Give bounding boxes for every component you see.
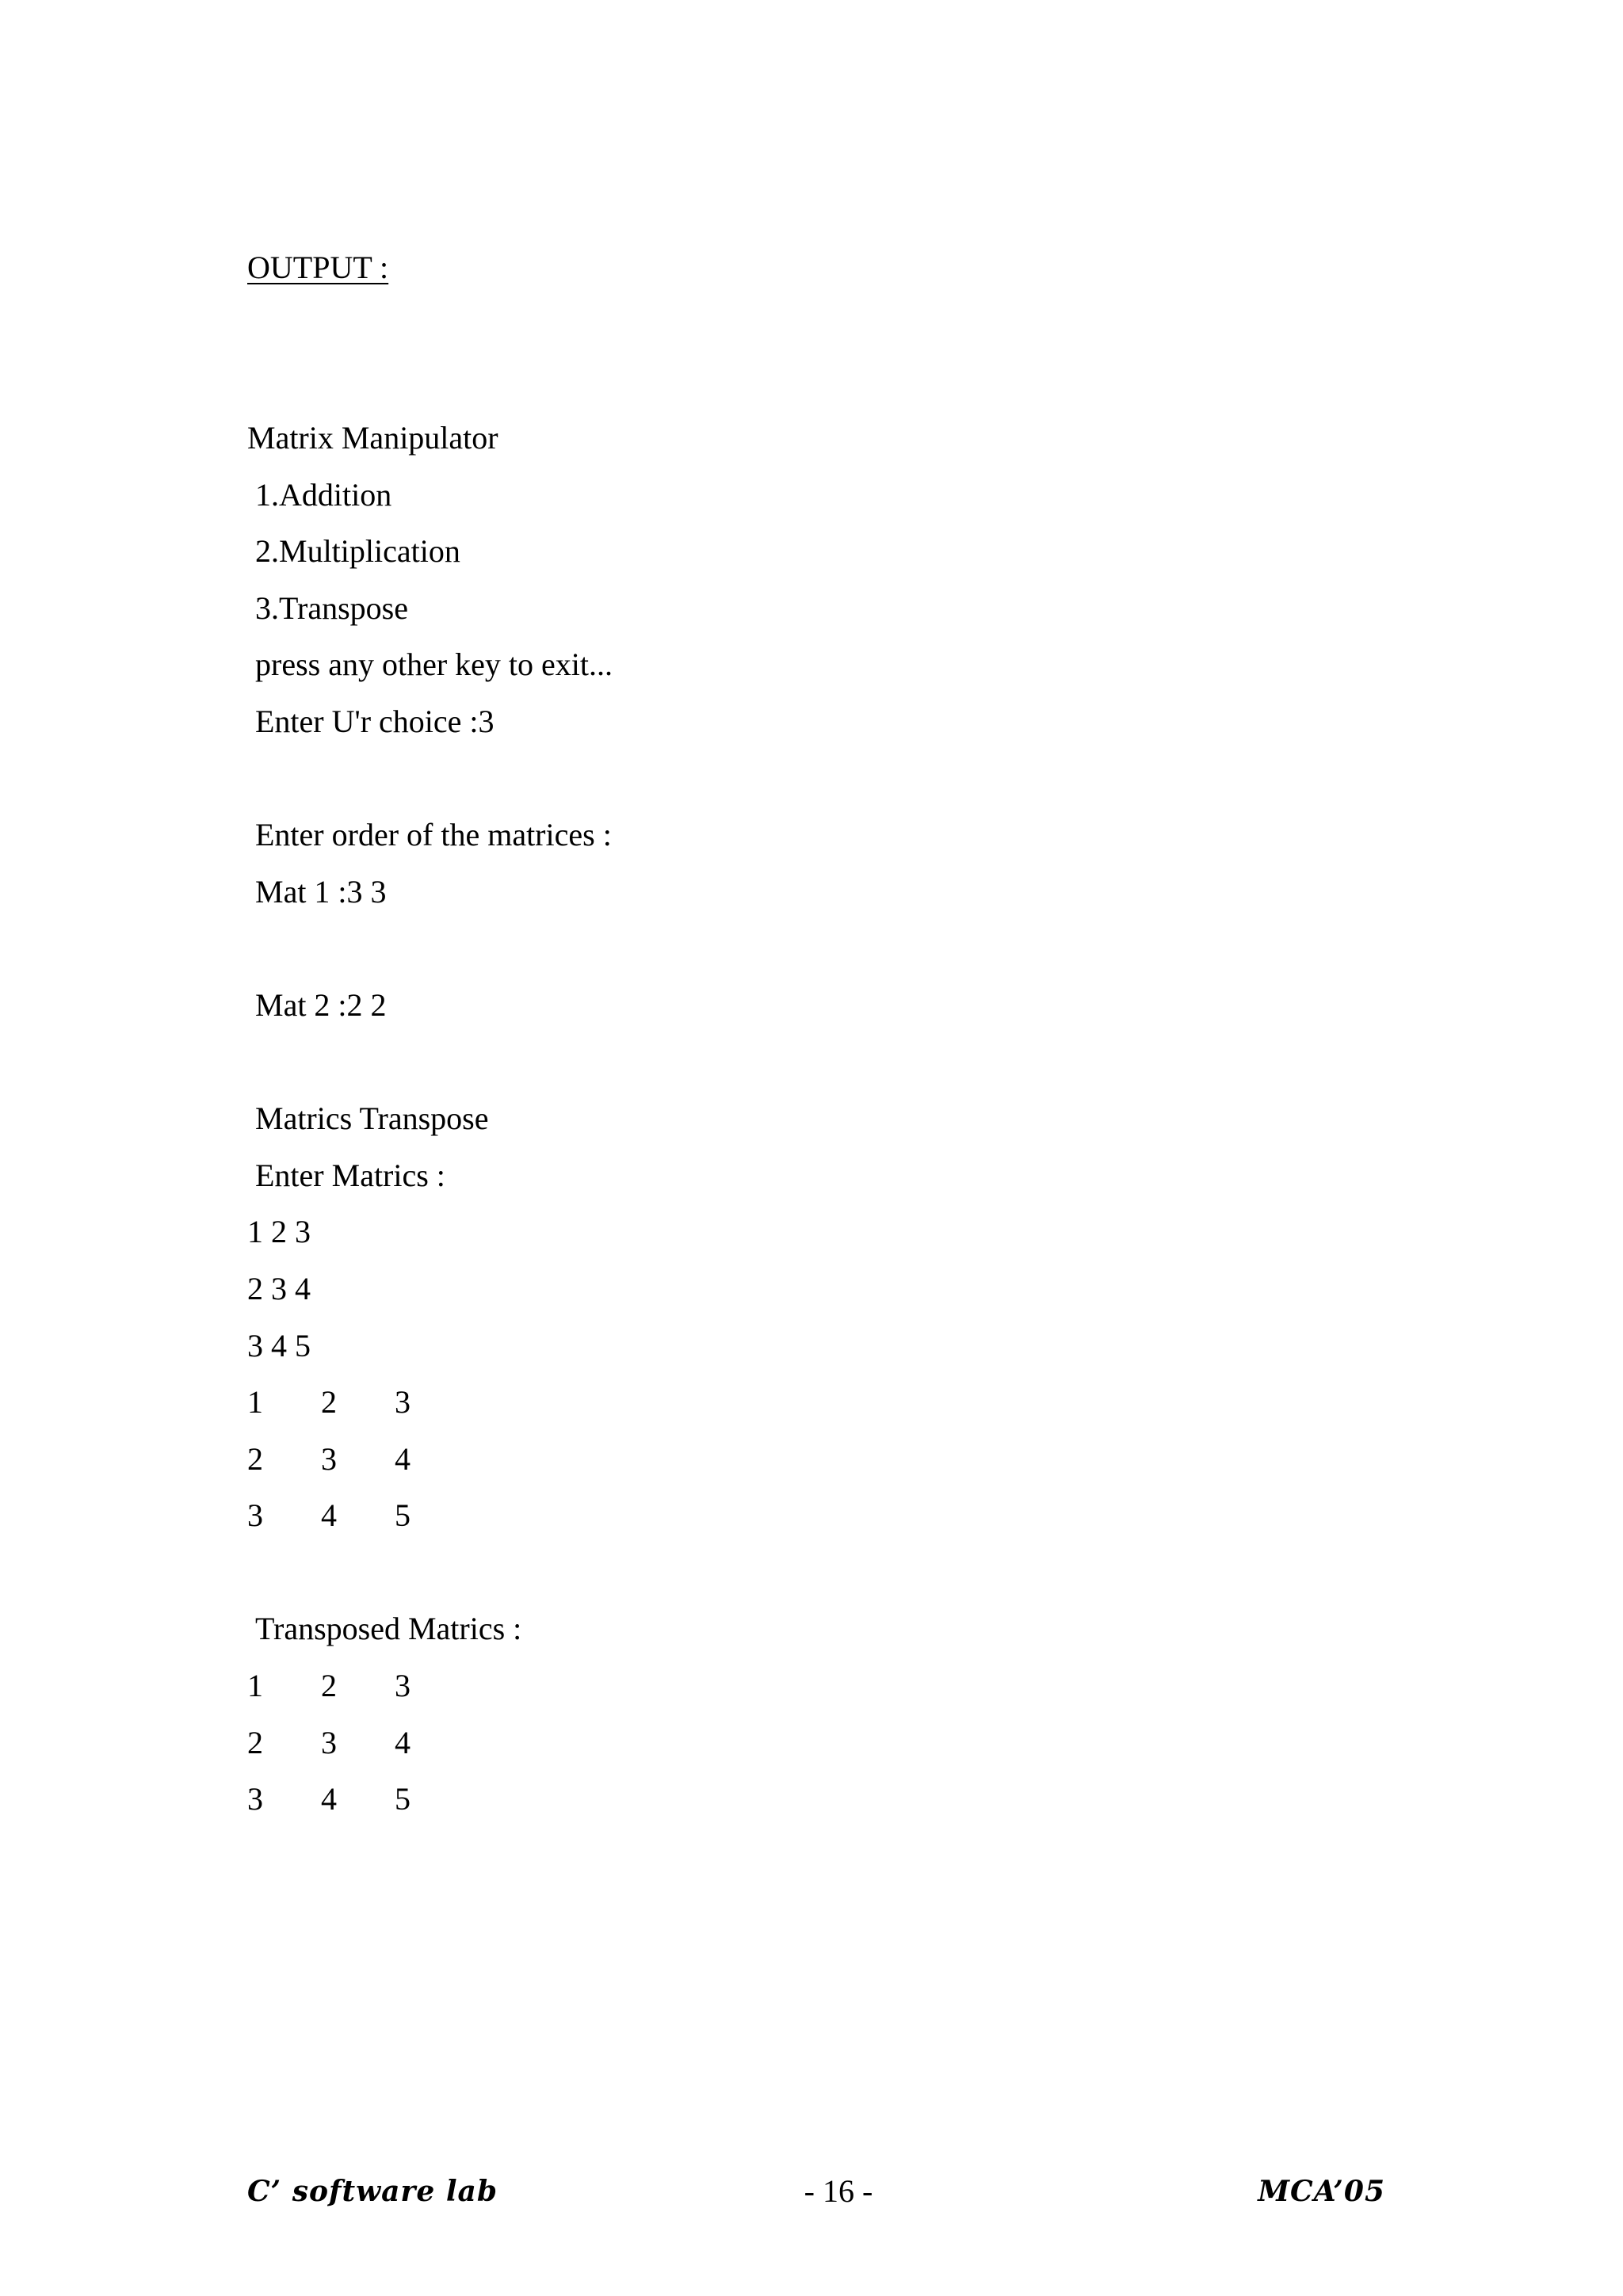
blank-line — [247, 925, 613, 982]
output-heading: OUTPUT : — [247, 250, 389, 285]
matrix-cell: 3 — [321, 1440, 337, 1477]
mat2-order: Mat 2 :2 2 — [255, 986, 387, 1023]
matrix-cell: 2 — [321, 1668, 337, 1704]
input-row: 2 3 4 — [247, 1270, 311, 1306]
footer-page-number: - 16 - — [804, 2173, 873, 2209]
exit-hint: press any other key to exit... — [255, 646, 613, 683]
transposed-matrix-row — [247, 1663, 613, 1720]
matrix-cell: 4 — [321, 1781, 337, 1817]
menu-option-addition: 1.Addition — [255, 476, 392, 513]
transposed-matrix-row — [247, 1776, 613, 1833]
echo-matrix-row — [247, 1493, 613, 1550]
matrix-cell: 2 — [321, 1384, 337, 1421]
matrix-cell: 3 — [247, 1781, 263, 1817]
matrix-cell: 2 — [247, 1440, 263, 1477]
footer-course-name: C’ software lab — [247, 2175, 498, 2208]
input-row: 3 4 5 — [247, 1327, 311, 1363]
matrix-cell: 1 — [247, 1384, 263, 1421]
footer-batch: MCA’05 — [1258, 2175, 1385, 2208]
enter-matrix-prompt: Enter Matrics : — [255, 1157, 445, 1193]
matrix-cell: 4 — [395, 1440, 411, 1477]
blank-line — [247, 1039, 613, 1097]
matrix-cell: 1 — [247, 1668, 263, 1704]
input-row: 1 2 3 — [247, 1214, 311, 1250]
matrix-cell: 4 — [395, 1724, 411, 1760]
matrix-cell: 3 — [395, 1384, 411, 1421]
menu-option-transpose: 3.Transpose — [255, 589, 408, 626]
blank-line — [247, 1550, 613, 1607]
matrix-cell: 5 — [395, 1497, 411, 1534]
menu-title: Matrix Manipulator — [247, 420, 498, 456]
mat1-order: Mat 1 :3 3 — [255, 873, 387, 910]
section-title: Matrics Transpose — [255, 1100, 489, 1137]
program-output — [247, 415, 613, 1833]
menu-option-multiplication: 2.Multiplication — [255, 533, 460, 570]
transposed-matrix-row — [247, 1720, 613, 1777]
matrix-cell: 4 — [321, 1497, 337, 1534]
order-prompt: Enter order of the matrices : — [255, 817, 612, 853]
matrix-cell: 3 — [247, 1497, 263, 1534]
choice-prompt: Enter U'r choice :3 — [255, 703, 495, 739]
matrix-cell: 3 — [321, 1724, 337, 1760]
matrix-cell: 2 — [247, 1724, 263, 1760]
matrix-cell: 5 — [395, 1781, 411, 1817]
transposed-label: Transposed Matrics : — [255, 1611, 522, 1647]
echo-matrix-row — [247, 1379, 613, 1436]
blank-line — [247, 756, 613, 813]
matrix-cell: 3 — [395, 1668, 411, 1704]
echo-matrix-row — [247, 1436, 613, 1493]
